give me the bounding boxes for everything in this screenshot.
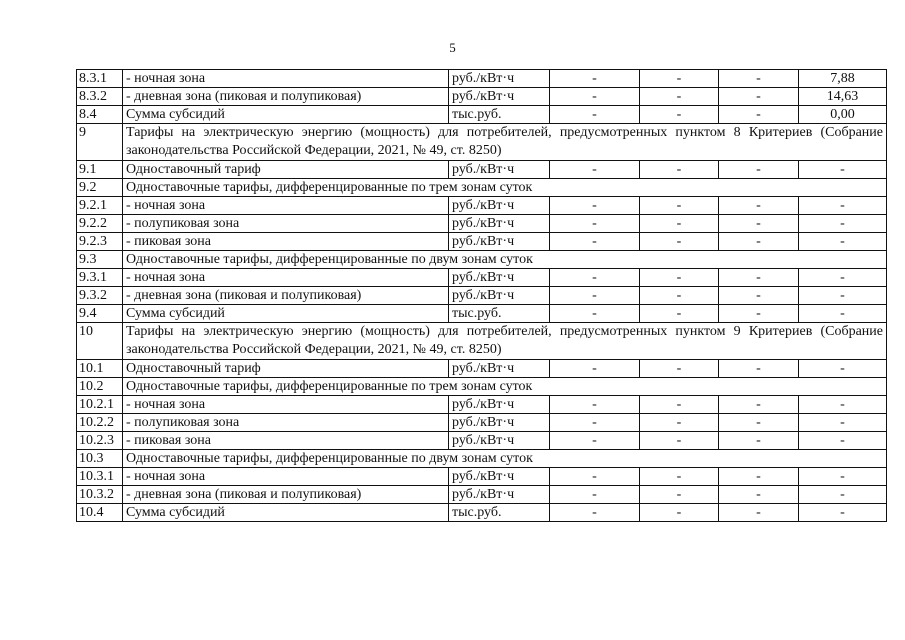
row-name: - ночная зона: [123, 70, 449, 88]
value-cell: -: [550, 504, 640, 522]
tariff-table: [76, 69, 887, 522]
row-number: 9.3.1: [77, 269, 123, 287]
value-cell: -: [640, 215, 719, 233]
table-row: [77, 305, 887, 323]
section-row: [77, 378, 887, 396]
row-name: - дневная зона (пиковая и полупиковая): [123, 287, 449, 305]
value-cell: -: [719, 269, 799, 287]
row-unit: тыс.руб.: [449, 106, 550, 124]
value-cell: -: [550, 70, 640, 88]
value-cell: -: [640, 305, 719, 323]
value-cell: -: [799, 197, 887, 215]
row-number: 10.2.2: [77, 414, 123, 432]
row-number: 10.3.1: [77, 468, 123, 486]
value-cell: -: [550, 106, 640, 124]
row-name: - полупиковая зона: [123, 414, 449, 432]
row-unit: руб./кВт·ч: [449, 468, 550, 486]
value-cell: -: [799, 360, 887, 378]
value-cell: -: [719, 161, 799, 179]
row-name: Сумма субсидий: [123, 106, 449, 124]
value-cell: 0,00: [799, 106, 887, 124]
value-cell: -: [550, 414, 640, 432]
value-cell: 14,63: [799, 88, 887, 106]
table-row: [77, 161, 887, 179]
row-number: 8.4: [77, 106, 123, 124]
row-number: 9.2.1: [77, 197, 123, 215]
row-unit: руб./кВт·ч: [449, 414, 550, 432]
value-cell: -: [550, 396, 640, 414]
row-number: 9.3: [77, 251, 123, 269]
section-title: Тарифы на электрическую энергию (мощность) для потребителей, предусмотренных пунктом 8 Критериев (Собрание законодательства Российской Федерации, 2021, № 49, ст. 8250): [123, 124, 887, 161]
value-cell: -: [550, 215, 640, 233]
row-number: 8.3.1: [77, 70, 123, 88]
value-cell: -: [799, 287, 887, 305]
row-unit: руб./кВт·ч: [449, 486, 550, 504]
section-row: [77, 450, 887, 468]
value-cell: -: [640, 197, 719, 215]
row-name: Одноставочный тариф: [123, 161, 449, 179]
value-cell: -: [640, 486, 719, 504]
row-number: 10.3.2: [77, 486, 123, 504]
value-cell: -: [719, 70, 799, 88]
section-title: Одноставочные тарифы, дифференцированные по двум зонам суток: [123, 251, 887, 269]
row-number: 9.2.3: [77, 233, 123, 251]
value-cell: -: [719, 504, 799, 522]
table-row: [77, 287, 887, 305]
row-number: 9.2.2: [77, 215, 123, 233]
row-number: 10.2: [77, 378, 123, 396]
value-cell: -: [719, 396, 799, 414]
value-cell: -: [550, 161, 640, 179]
row-unit: руб./кВт·ч: [449, 197, 550, 215]
row-name: - ночная зона: [123, 396, 449, 414]
value-cell: -: [719, 468, 799, 486]
value-cell: -: [640, 432, 719, 450]
row-number: 10.1: [77, 360, 123, 378]
value-cell: -: [550, 486, 640, 504]
row-name: - ночная зона: [123, 197, 449, 215]
value-cell: -: [719, 88, 799, 106]
value-cell: -: [799, 161, 887, 179]
table-row: [77, 432, 887, 450]
row-number: 9.4: [77, 305, 123, 323]
value-cell: -: [640, 468, 719, 486]
row-unit: руб./кВт·ч: [449, 269, 550, 287]
table-row: [77, 197, 887, 215]
row-unit: руб./кВт·ч: [449, 287, 550, 305]
value-cell: -: [550, 432, 640, 450]
row-name: Сумма субсидий: [123, 504, 449, 522]
section-row: [77, 323, 887, 360]
row-name: Одноставочный тариф: [123, 360, 449, 378]
table-row: [77, 269, 887, 287]
value-cell: -: [550, 269, 640, 287]
table-row: [77, 88, 887, 106]
table-body: [77, 70, 887, 522]
row-name: - пиковая зона: [123, 233, 449, 251]
section-title: Одноставочные тарифы, дифференцированные по трем зонам суток: [123, 179, 887, 197]
row-number: 10.2.1: [77, 396, 123, 414]
section-row: [77, 124, 887, 161]
row-name: Сумма субсидий: [123, 305, 449, 323]
value-cell: -: [640, 70, 719, 88]
section-row: [77, 251, 887, 269]
value-cell: -: [640, 396, 719, 414]
value-cell: -: [719, 360, 799, 378]
table-row: [77, 486, 887, 504]
table-row: [77, 396, 887, 414]
row-number: 9.3.2: [77, 287, 123, 305]
value-cell: -: [640, 269, 719, 287]
row-unit: руб./кВт·ч: [449, 70, 550, 88]
value-cell: -: [550, 468, 640, 486]
value-cell: -: [640, 88, 719, 106]
table-row: [77, 70, 887, 88]
table-row: [77, 215, 887, 233]
table-row: [77, 414, 887, 432]
value-cell: -: [799, 396, 887, 414]
row-name: - полупиковая зона: [123, 215, 449, 233]
row-name: - ночная зона: [123, 269, 449, 287]
value-cell: -: [719, 432, 799, 450]
row-number: 10.2.3: [77, 432, 123, 450]
value-cell: -: [719, 233, 799, 251]
value-cell: -: [799, 414, 887, 432]
section-title: Одноставочные тарифы, дифференцированные по двум зонам суток: [123, 450, 887, 468]
page-number: 5: [449, 40, 456, 55]
section-title: Одноставочные тарифы, дифференцированные по трем зонам суток: [123, 378, 887, 396]
value-cell: -: [640, 287, 719, 305]
value-cell: -: [719, 305, 799, 323]
value-cell: -: [550, 233, 640, 251]
table-row: [77, 106, 887, 124]
value-cell: -: [799, 504, 887, 522]
value-cell: -: [550, 197, 640, 215]
section-title: Тарифы на электрическую энергию (мощность) для потребителей, предусмотренных пунктом 9 Критериев (Собрание законодательства Российской Федерации, 2021, № 49, ст. 8250): [123, 323, 887, 360]
value-cell: -: [640, 360, 719, 378]
value-cell: -: [799, 233, 887, 251]
value-cell: -: [719, 287, 799, 305]
table-row: [77, 233, 887, 251]
value-cell: -: [799, 215, 887, 233]
table-row: [77, 360, 887, 378]
row-number: 9.2: [77, 179, 123, 197]
row-unit: руб./кВт·ч: [449, 396, 550, 414]
row-unit: тыс.руб.: [449, 504, 550, 522]
value-cell: -: [719, 486, 799, 504]
row-number: 10.4: [77, 504, 123, 522]
value-cell: -: [640, 106, 719, 124]
value-cell: -: [550, 287, 640, 305]
value-cell: 7,88: [799, 70, 887, 88]
row-unit: руб./кВт·ч: [449, 360, 550, 378]
value-cell: -: [640, 414, 719, 432]
table-row: [77, 468, 887, 486]
value-cell: -: [799, 305, 887, 323]
row-number: 9: [77, 124, 123, 161]
row-name: - дневная зона (пиковая и полупиковая): [123, 88, 449, 106]
value-cell: -: [550, 305, 640, 323]
row-unit: руб./кВт·ч: [449, 233, 550, 251]
row-name: - ночная зона: [123, 468, 449, 486]
section-row: [77, 179, 887, 197]
row-name: - дневная зона (пиковая и полупиковая): [123, 486, 449, 504]
value-cell: -: [640, 504, 719, 522]
row-unit: руб./кВт·ч: [449, 432, 550, 450]
value-cell: -: [719, 106, 799, 124]
value-cell: -: [640, 233, 719, 251]
row-unit: руб./кВт·ч: [449, 161, 550, 179]
row-number: 10.3: [77, 450, 123, 468]
value-cell: -: [799, 269, 887, 287]
row-number: 8.3.2: [77, 88, 123, 106]
value-cell: -: [550, 88, 640, 106]
value-cell: -: [719, 197, 799, 215]
value-cell: -: [799, 432, 887, 450]
row-number: 9.1: [77, 161, 123, 179]
row-unit: руб./кВт·ч: [449, 88, 550, 106]
table-row: [77, 504, 887, 522]
value-cell: -: [719, 414, 799, 432]
row-number: 10: [77, 323, 123, 360]
value-cell: -: [550, 360, 640, 378]
row-unit: руб./кВт·ч: [449, 215, 550, 233]
value-cell: -: [799, 486, 887, 504]
row-unit: тыс.руб.: [449, 305, 550, 323]
value-cell: -: [799, 468, 887, 486]
value-cell: -: [719, 215, 799, 233]
value-cell: -: [640, 161, 719, 179]
row-name: - пиковая зона: [123, 432, 449, 450]
